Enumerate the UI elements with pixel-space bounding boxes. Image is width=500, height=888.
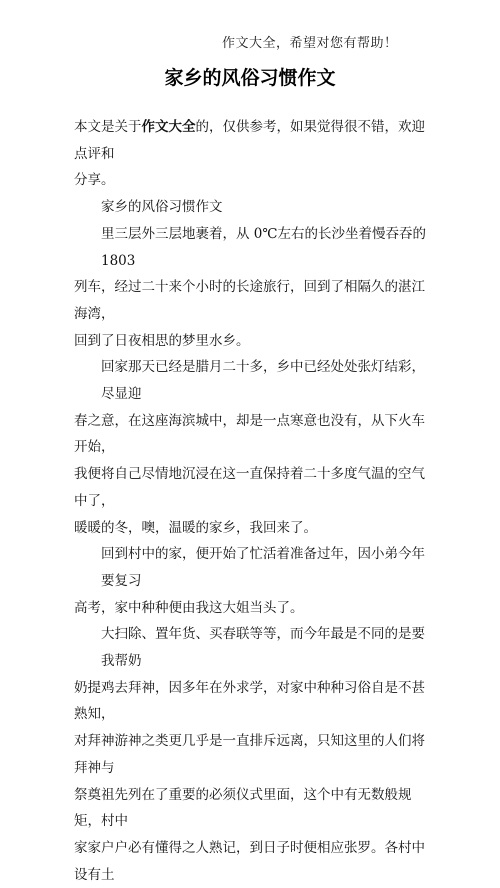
- intro-text-b: 的，仅供参考，如果觉得很不错，欢迎点评和: [74, 119, 425, 162]
- document-body: [74, 114, 426, 888]
- intro-line-2: 分享。: [74, 172, 115, 189]
- paragraph-1-line-3: 回到了日夜相思的梦里水乡。: [74, 332, 250, 349]
- paragraph-1-line-2: 列车，经过二十来个小时的长途旅行，回到了相隔久的湛江海湾，: [74, 279, 425, 322]
- intro-text-a: 本文是关于: [74, 119, 142, 135]
- paragraph-2-line-2: 春之意，在这座海滨城中，却是一点寒意也没有，从下火车开始，: [74, 412, 425, 456]
- paragraph-4-line-3: 对拜神游神之类更几乎是一直排斥远离，只知这里的人们将拜神与: [74, 733, 425, 776]
- essay-subtitle: 家乡的风俗习惯作文: [101, 199, 223, 216]
- paragraph-4-line-1: 大扫除、置年货、买春联等等，而今年最是不同的是要我帮奶: [101, 626, 425, 670]
- header-note: 作文大全，希望对您有帮助！: [222, 36, 398, 51]
- paragraph-3-line-1: 回到村中的家，便开始了忙活着准备过年，因小弟今年要复习: [101, 546, 425, 589]
- paragraph-2-line-1: 回家那天已经是腊月二十多，乡中已经处处张灯结彩，尽显迎: [101, 359, 425, 403]
- paragraph-4-line-4: 祭奠祖先列在了重要的必须仪式里面，这个中有无数般规矩，村中: [74, 786, 412, 830]
- paragraph-4-line-5: 家家户户必有懂得之人熟记，到日子时便相应张罗。各村中设有土: [74, 839, 425, 883]
- document-title: 家乡的风俗习惯作文: [164, 67, 336, 89]
- paragraph-2-line-4: 暖暖的冬，噢，温暖的家乡，我回来了。: [74, 519, 317, 536]
- paragraph-2-line-3: 我便将自己尽情地沉浸在这一直保持着二十多度气温的空气中了，: [74, 466, 425, 509]
- paragraph-4-line-2: 奶提鸡去拜神，因多年在外求学，对家中种种习俗自是不甚熟知，: [74, 679, 425, 723]
- paragraph-1-line-1: 里三层外三层地裹着，从 0℃左右的长沙坐着慢吞吞的 1803: [101, 225, 426, 269]
- intro-line-1: [74, 114, 426, 167]
- intro-keyword: 作文大全: [141, 119, 196, 135]
- paragraph-3-line-2: 高考，家中种种便由我这大姐当头了。: [74, 599, 304, 616]
